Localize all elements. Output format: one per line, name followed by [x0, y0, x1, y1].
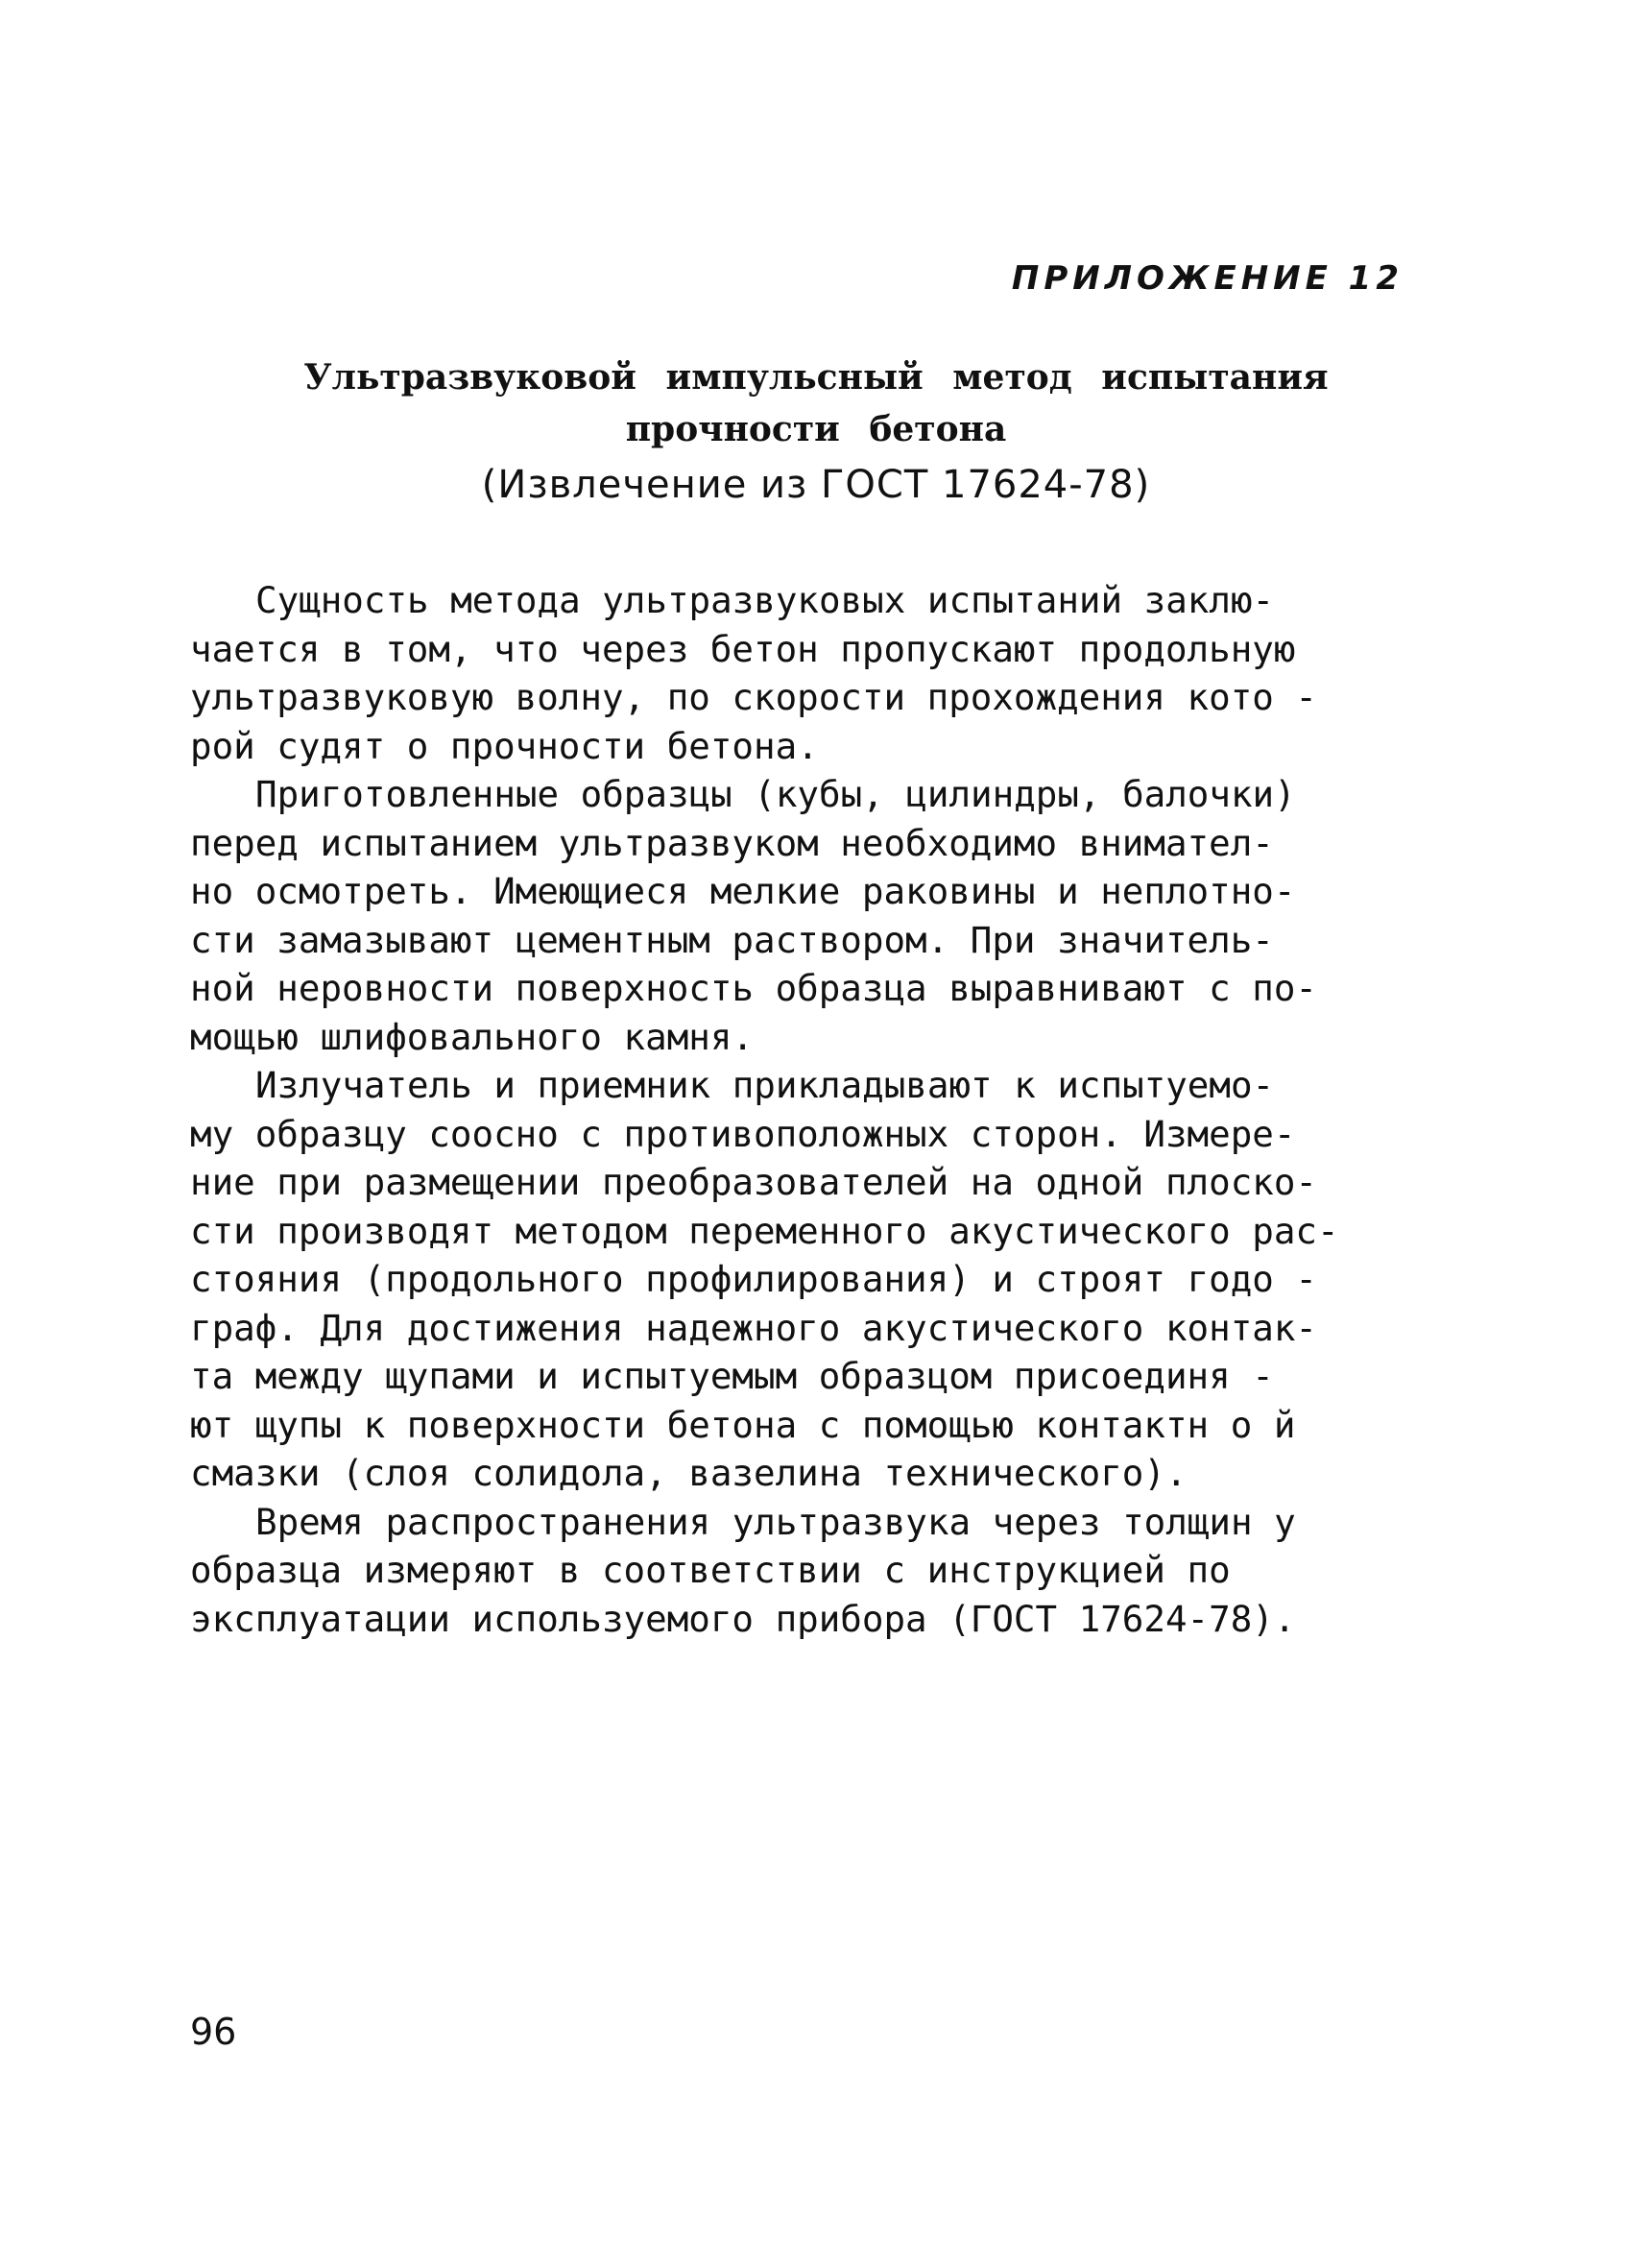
text-line: стояния (продольного профилирования) и строят годо - — [190, 1258, 1317, 1300]
text-line: ние при размещении преобразователей на одной плоско- — [190, 1161, 1317, 1203]
text-line: Сущность метода ультразвуковых испытаний заклю- — [255, 579, 1275, 621]
text-line: эксплуатации используемого прибора (ГОСТ 17624-78). — [190, 1597, 1296, 1640]
text-line: граф. Для достижения надежного акустического контак- — [190, 1306, 1317, 1349]
text-line: мощью шлифовального камня. — [190, 1015, 754, 1058]
title-line-2: прочности бетона — [625, 409, 1007, 449]
text-line: но осмотреть. Имеющиеся мелкие раковины и неплотно- — [190, 870, 1296, 912]
text-line: Приготовленные образцы (кубы, цилиндры, балочки) — [255, 773, 1296, 815]
text-line: ультразвуковую волну, по скорости прохождения кото - — [190, 676, 1317, 718]
paragraph-4 — [190, 1498, 1409, 1644]
text-line: Время распространения ультразвука через толщин у — [255, 1500, 1296, 1543]
paragraph-2 — [190, 770, 1409, 1061]
document-title — [288, 351, 1344, 455]
text-line: сти замазывают цементным раствором. При значитель- — [190, 918, 1274, 961]
text-line: ной неровности поверхность образца выравнивают с по- — [190, 967, 1317, 1009]
body-text — [190, 576, 1409, 1643]
text-line: му образцу соосно с противоположных сторон. Измере- — [190, 1112, 1296, 1155]
text-line: смазки (слоя солидола, вазелина технического). — [190, 1452, 1188, 1494]
paragraph-1 — [190, 576, 1409, 770]
document-subtitle: (Извлечение из ГОСТ 17624-78) — [481, 463, 1151, 507]
text-line: Излучатель и приемник прикладывают к испытуемо- — [255, 1064, 1275, 1106]
text-line: чается в том, что через бетон пропускают продольную — [190, 627, 1296, 670]
title-line-1: Ультразвуковой импульсный метод испытания — [303, 357, 1329, 398]
text-line: сти производят методом переменного акустического рас- — [190, 1209, 1339, 1252]
text-line: рой судят о прочности бетона. — [190, 724, 819, 767]
paragraph-3 — [190, 1061, 1409, 1498]
page-number: 96 — [190, 2011, 237, 2053]
appendix-label: ПРИЛОЖЕНИЕ 12 — [1011, 259, 1404, 298]
text-line: образца измеряют в соответствии с инструкцией по — [190, 1549, 1231, 1591]
text-line: та между щупами и испытуемым образцом присоединя - — [190, 1355, 1274, 1397]
text-line: перед испытанием ультразвуком необходимо внимател- — [190, 821, 1274, 864]
text-line: ют щупы к поверхности бетона с помощью контактн о й — [190, 1403, 1296, 1446]
